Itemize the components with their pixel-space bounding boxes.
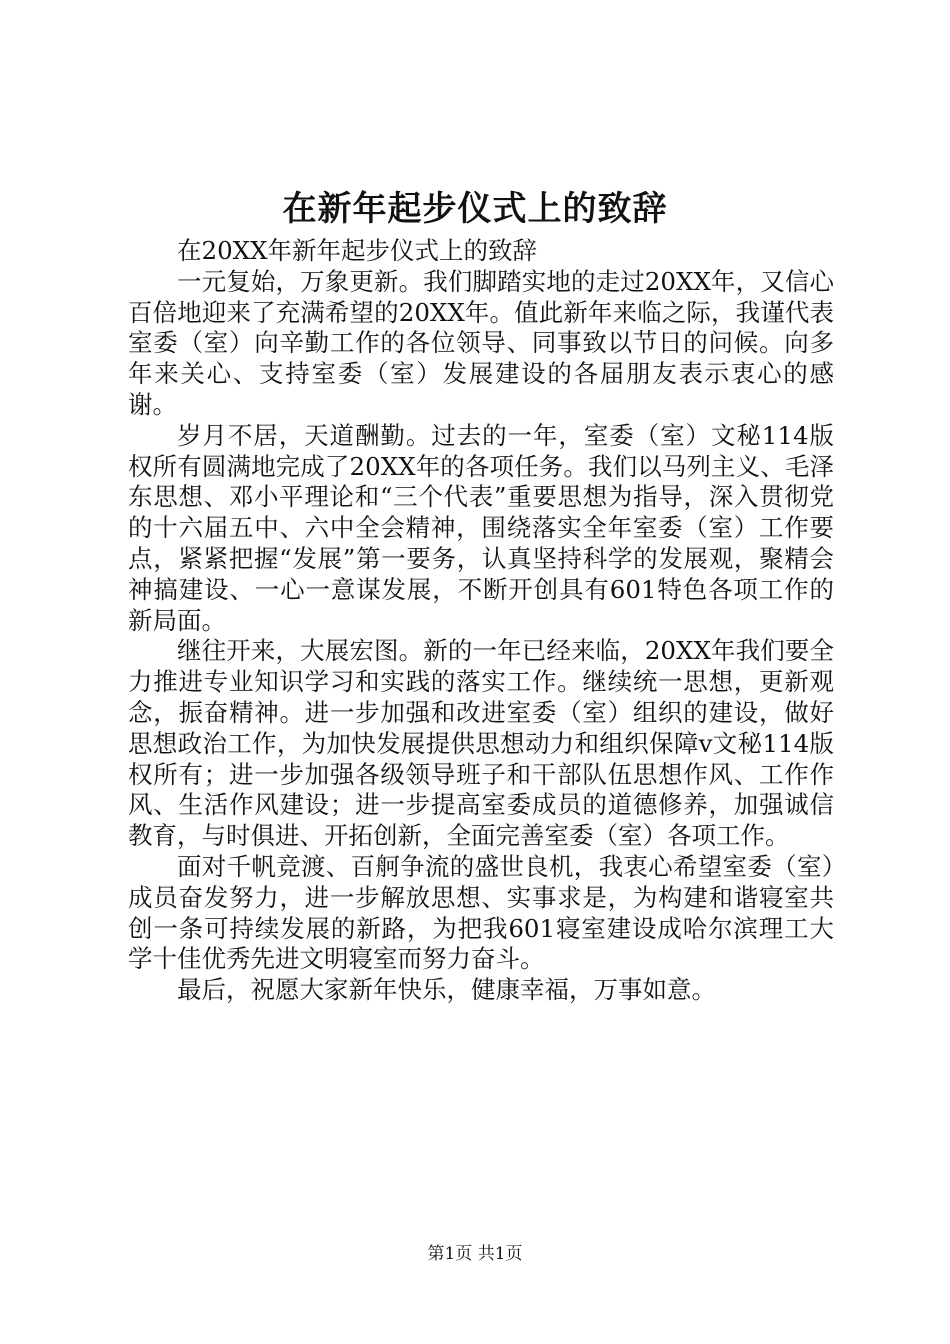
page-number-footer: 第1页 共1页 xyxy=(427,1244,523,1264)
document-title: 在新年起步仪式上的致辞 xyxy=(282,189,668,229)
paragraph-subtitle: 在20XX年新年起步仪式上的致辞 xyxy=(177,236,538,265)
paragraph-review: 岁月不居，天道酬勤。过去的一年，室委（室）文秘114版权所有圆满地完成了20XX年的各项任务。我们以马列主义、毛泽东思想、邓小平理论和“三个代表”重要思想为指导，深入贯彻党的十六届五中、六中全会精神，围绕落实全年室委（室）工作要点，紧紧把握“发展”第一要务，认真坚持科学的发展观，聚精会神搞建设、一心一意谋发展，不断开创具有601特色各项工作的新局面。 xyxy=(128,420,834,635)
paragraph-outlook: 继往开来，大展宏图。新的一年已经来临，20XX年我们要全力推进专业知识学习和实践的落实工作。继续统一思想，更新观念，振奋精神。进一步加强和改进室委（室）组织的建设，做好思想政治工作，为加快发展提供思想动力和组织保障v文秘114版权所有；进一步加强各级领导班子和干部队伍思想作风、工作作风、生活作风建设；进一步提高室委成员的道德修养，加强诚信教育，与时俱进、开拓创新，全面完善室委（室）各项工作。 xyxy=(128,636,834,851)
paragraph-hope: 面对千帆竞渡、百舸争流的盛世良机，我衷心希望室委（室）成员奋发努力，进一步解放思想、实事求是，为构建和谐寝室共创一条可持续发展的新路，为把我601寝室建设成哈尔滨理工大学十佳优秀先进文明寝室而努力奋斗。 xyxy=(128,851,834,974)
paragraph-opening: 一元复始，万象更新。我们脚踏实地的走过20XX年，又信心百倍地迎来了充满希望的20XX年。值此新年来临之际，我谨代表室委（室）向辛勤工作的各位领导、同事致以节日的问候。向多年来关心、支持室委（室）发展建设的各届朋友表示衷心的感谢。 xyxy=(128,266,834,419)
paragraph-closing: 最后，祝愿大家新年快乐，健康幸福，万事如意。 xyxy=(177,975,716,1005)
document-body xyxy=(128,236,834,1006)
